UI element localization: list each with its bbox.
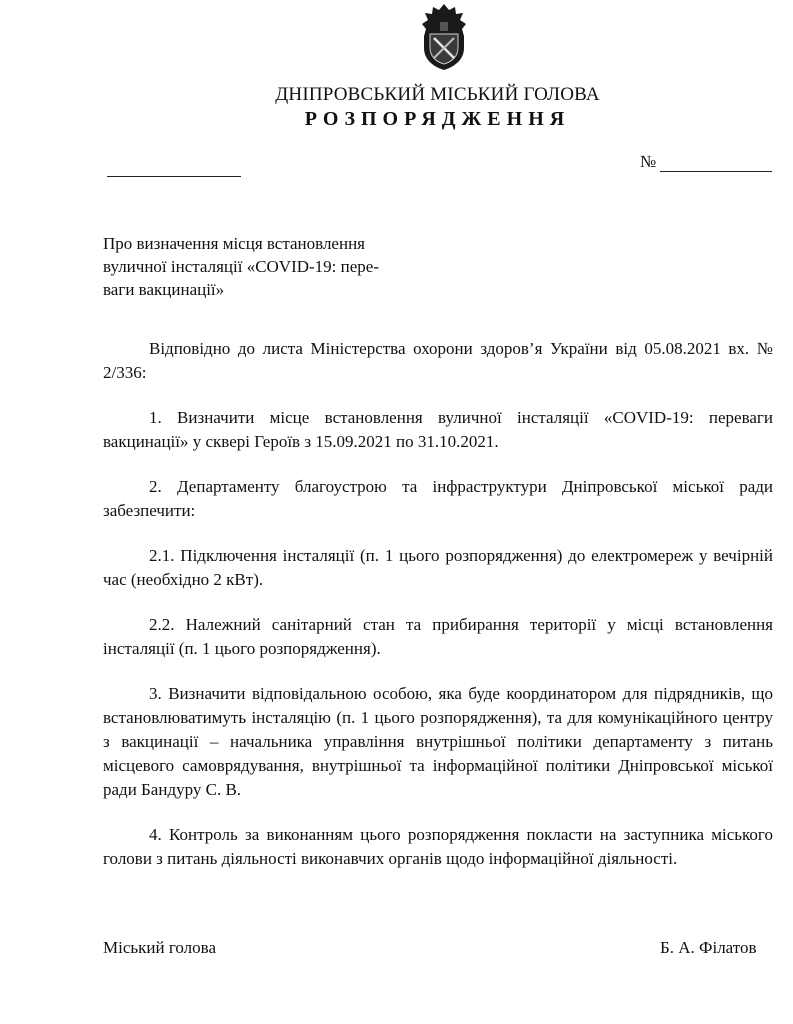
subject-line: Про визначення місця встановлення (103, 234, 365, 253)
clause-2-2: 2.2. Належний санітарний стан та прибирання території у місці встановлення інсталяції (п. 1 цього розпорядження). (103, 615, 773, 658)
preamble-paragraph: Відповідно до листа Міністерства охорони здоров’я України від 05.08.2021 вх. № 2/336: (103, 339, 773, 382)
city-coat-of-arms-icon (418, 2, 470, 72)
document-body (103, 337, 773, 892)
document-subject (103, 232, 433, 301)
clause-2: 2. Департаменту благоустрою та інфраструктури Дніпровської міської ради забезпечити: (103, 477, 773, 520)
clause-3: 3. Визначити відповідальною особою, яка буде координатором для підрядників, що встановлюватимуть інсталяцію (п. 1 цього розпорядження), та для комунікаційного центру з вакцинації – начальника управління внутрішньої політики департаменту з питань місцевого самоврядування, внутрішньої та інформаційної політики Дніпровської міської ради Бандуру С. В. (103, 684, 773, 799)
signatory-name: Б. А. Філатов (660, 938, 757, 957)
subject-line: вуличної інсталяції «COVID-19: пере- (103, 257, 380, 276)
organization-title: ДНІПРОВСЬКИЙ МІСЬКИЙ ГОЛОВА (275, 84, 600, 105)
clause-1: 1. Визначити місце встановлення вуличної інсталяції «COVID-19: переваги вакцинації» у сквері Героїв з 15.09.2021 по 31.10.2021. (103, 408, 773, 451)
signatory-position: Міський голова (103, 938, 216, 957)
clause-4: 4. Контроль за виконанням цього розпорядження покласти на заступника міського голови з питань діяльності виконавчих органів щодо інформаційної діяльності. (103, 825, 773, 868)
clause-2-1: 2.1. Підключення інсталяції (п. 1 цього розпорядження) до електромереж у вечірній час (необхідно 2 кВт). (103, 546, 773, 589)
document-number-field (640, 152, 772, 172)
document-type-title: РОЗПОРЯДЖЕННЯ (304, 108, 571, 130)
subject-line: ваги вакцинації» (103, 280, 225, 299)
number-blank-line (660, 155, 772, 172)
date-blank-line (107, 176, 241, 177)
number-sign: № (640, 152, 657, 171)
